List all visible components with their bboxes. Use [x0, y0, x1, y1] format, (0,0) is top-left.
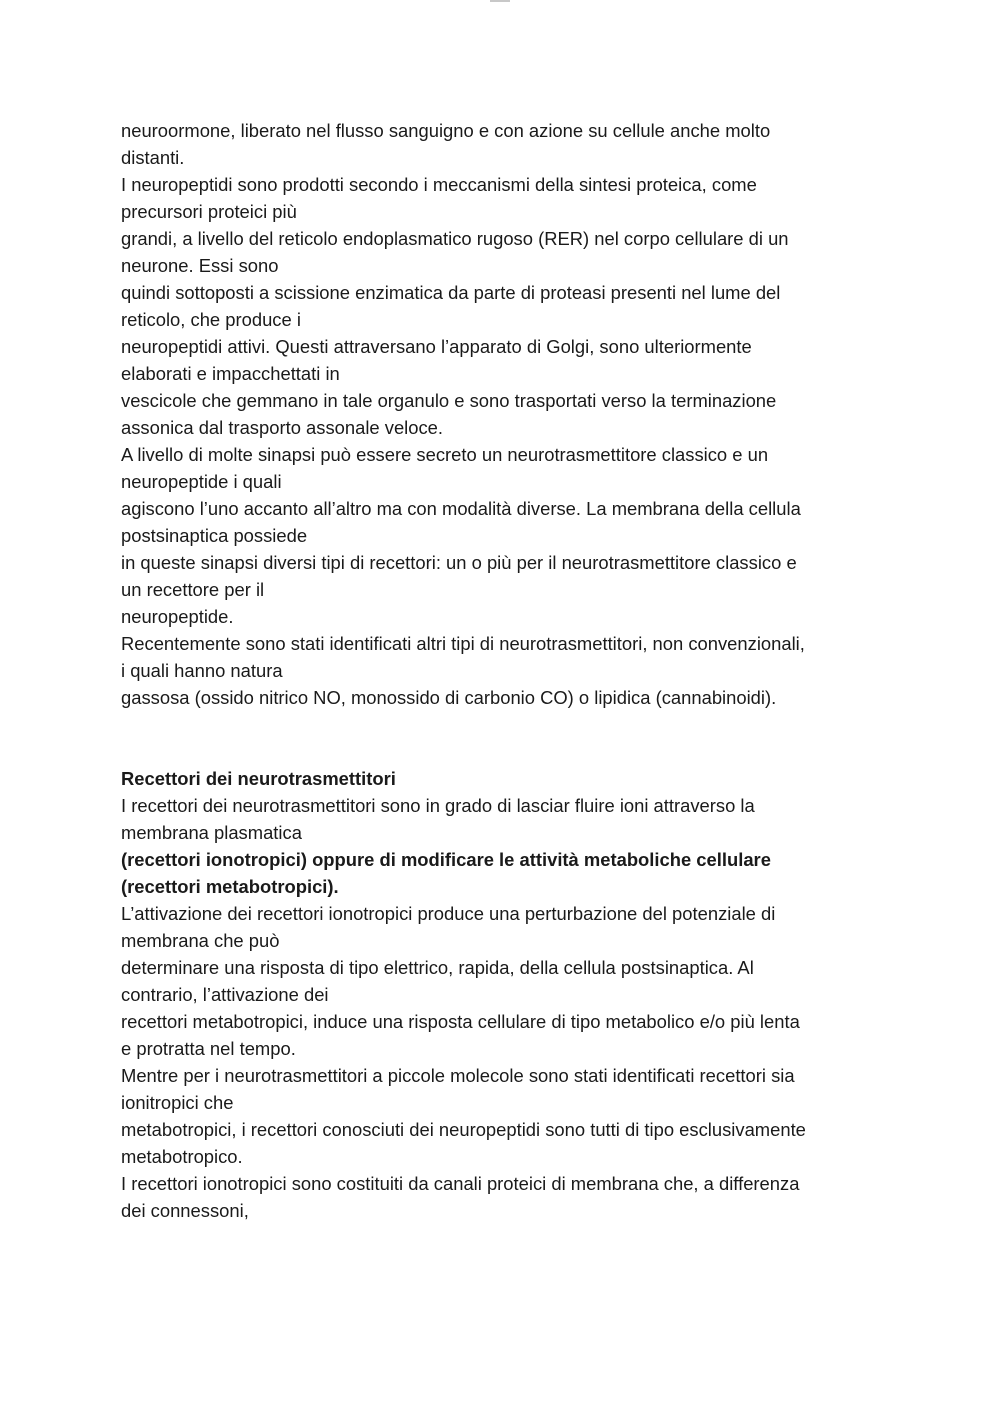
text-line: ionitropici che — [121, 1092, 234, 1113]
text-line: contrario, l’attivazione dei — [121, 984, 329, 1005]
page-top-mark — [490, 0, 510, 2]
text-line: assonica dal trasporto assonale veloce. — [121, 417, 444, 438]
text-line: grandi, a livello del reticolo endoplasmatico rugoso (RER) nel corpo cellulare di un — [121, 228, 789, 249]
text-line: vescicole che gemmano in tale organulo e sono trasportati verso la terminazione — [121, 390, 777, 411]
bold-text-line: (recettori ionotropici) oppure di modificare le attività metaboliche cellulare — [121, 849, 771, 870]
text-line: neuropeptide i quali — [121, 471, 282, 492]
text-line: neuropeptidi attivi. Questi attraversano l’apparato di Golgi, sono ulteriormente — [121, 336, 752, 357]
text-line: precursori proteici più — [121, 201, 297, 222]
text-line: metabotropico. — [121, 1146, 243, 1167]
bold-text-line: (recettori metabotropici). — [121, 876, 339, 897]
text-line: neurone. Essi sono — [121, 255, 279, 276]
text-line: Recentemente sono stati identificati altri tipi di neurotrasmettitori, non convenzionali, — [121, 633, 805, 654]
text-line: metabotropici, i recettori conosciuti dei neuropeptidi sono tutti di tipo esclusivamente — [121, 1119, 806, 1140]
paragraph-block-recettori — [121, 792, 881, 1224]
text-line: I recettori ionotropici sono costituiti da canali proteici di membrana che, a differenza — [121, 1173, 800, 1194]
text-line: dei connessoni, — [121, 1200, 249, 1221]
text-line: recettori metabotropici, induce una risposta cellulare di tipo metabolico e/o più lenta — [121, 1011, 800, 1032]
text-line: un recettore per il — [121, 579, 265, 600]
text-line: agiscono l’uno accanto all’altro ma con modalità diverse. La membrana della cellula — [121, 498, 801, 519]
text-line: e protratta nel tempo. — [121, 1038, 296, 1059]
text-line: Mentre per i neurotrasmettitori a piccole molecole sono stati identificati recettori sia — [121, 1065, 795, 1086]
text-line: postsinaptica possiede — [121, 525, 308, 546]
text-line: membrana che può — [121, 930, 280, 951]
text-line: gassosa (ossido nitrico NO, monossido di carbonio CO) o lipidica (cannabinoidi). — [121, 687, 777, 708]
section-heading: Recettori dei neurotrasmettitori — [121, 768, 396, 789]
text-line: elaborati e impacchettati in — [121, 363, 340, 384]
text-line: determinare una risposta di tipo elettrico, rapida, della cellula postsinaptica. Al — [121, 957, 754, 978]
text-line: I neuropeptidi sono prodotti secondo i meccanismi della sintesi proteica, come — [121, 174, 757, 195]
text-line: quindi sottoposti a scissione enzimatica da parte di proteasi presenti nel lume del — [121, 282, 781, 303]
text-line: A livello di molte sinapsi può essere secreto un neurotrasmettitore classico e un — [121, 444, 769, 465]
text-line: distanti. — [121, 147, 185, 168]
text-line: reticolo, che produce i — [121, 309, 301, 330]
text-line: in queste sinapsi diversi tipi di recettori: un o più per il neurotrasmettitore classico e — [121, 552, 797, 573]
text-line: neuroormone, liberato nel flusso sanguigno e con azione su cellule anche molto — [121, 120, 771, 141]
paragraph-gap — [121, 711, 881, 765]
paragraph-block-neuropeptidi — [121, 117, 881, 711]
page-content — [121, 117, 881, 1224]
text-line: membrana plasmatica — [121, 822, 302, 843]
text-line: L’attivazione dei recettori ionotropici produce una perturbazione del potenziale di — [121, 903, 776, 924]
text-line: I recettori dei neurotrasmettitori sono in grado di lasciar fluire ioni attraverso la — [121, 795, 755, 816]
text-line: i quali hanno natura — [121, 660, 283, 681]
text-line: neuropeptide. — [121, 606, 234, 627]
